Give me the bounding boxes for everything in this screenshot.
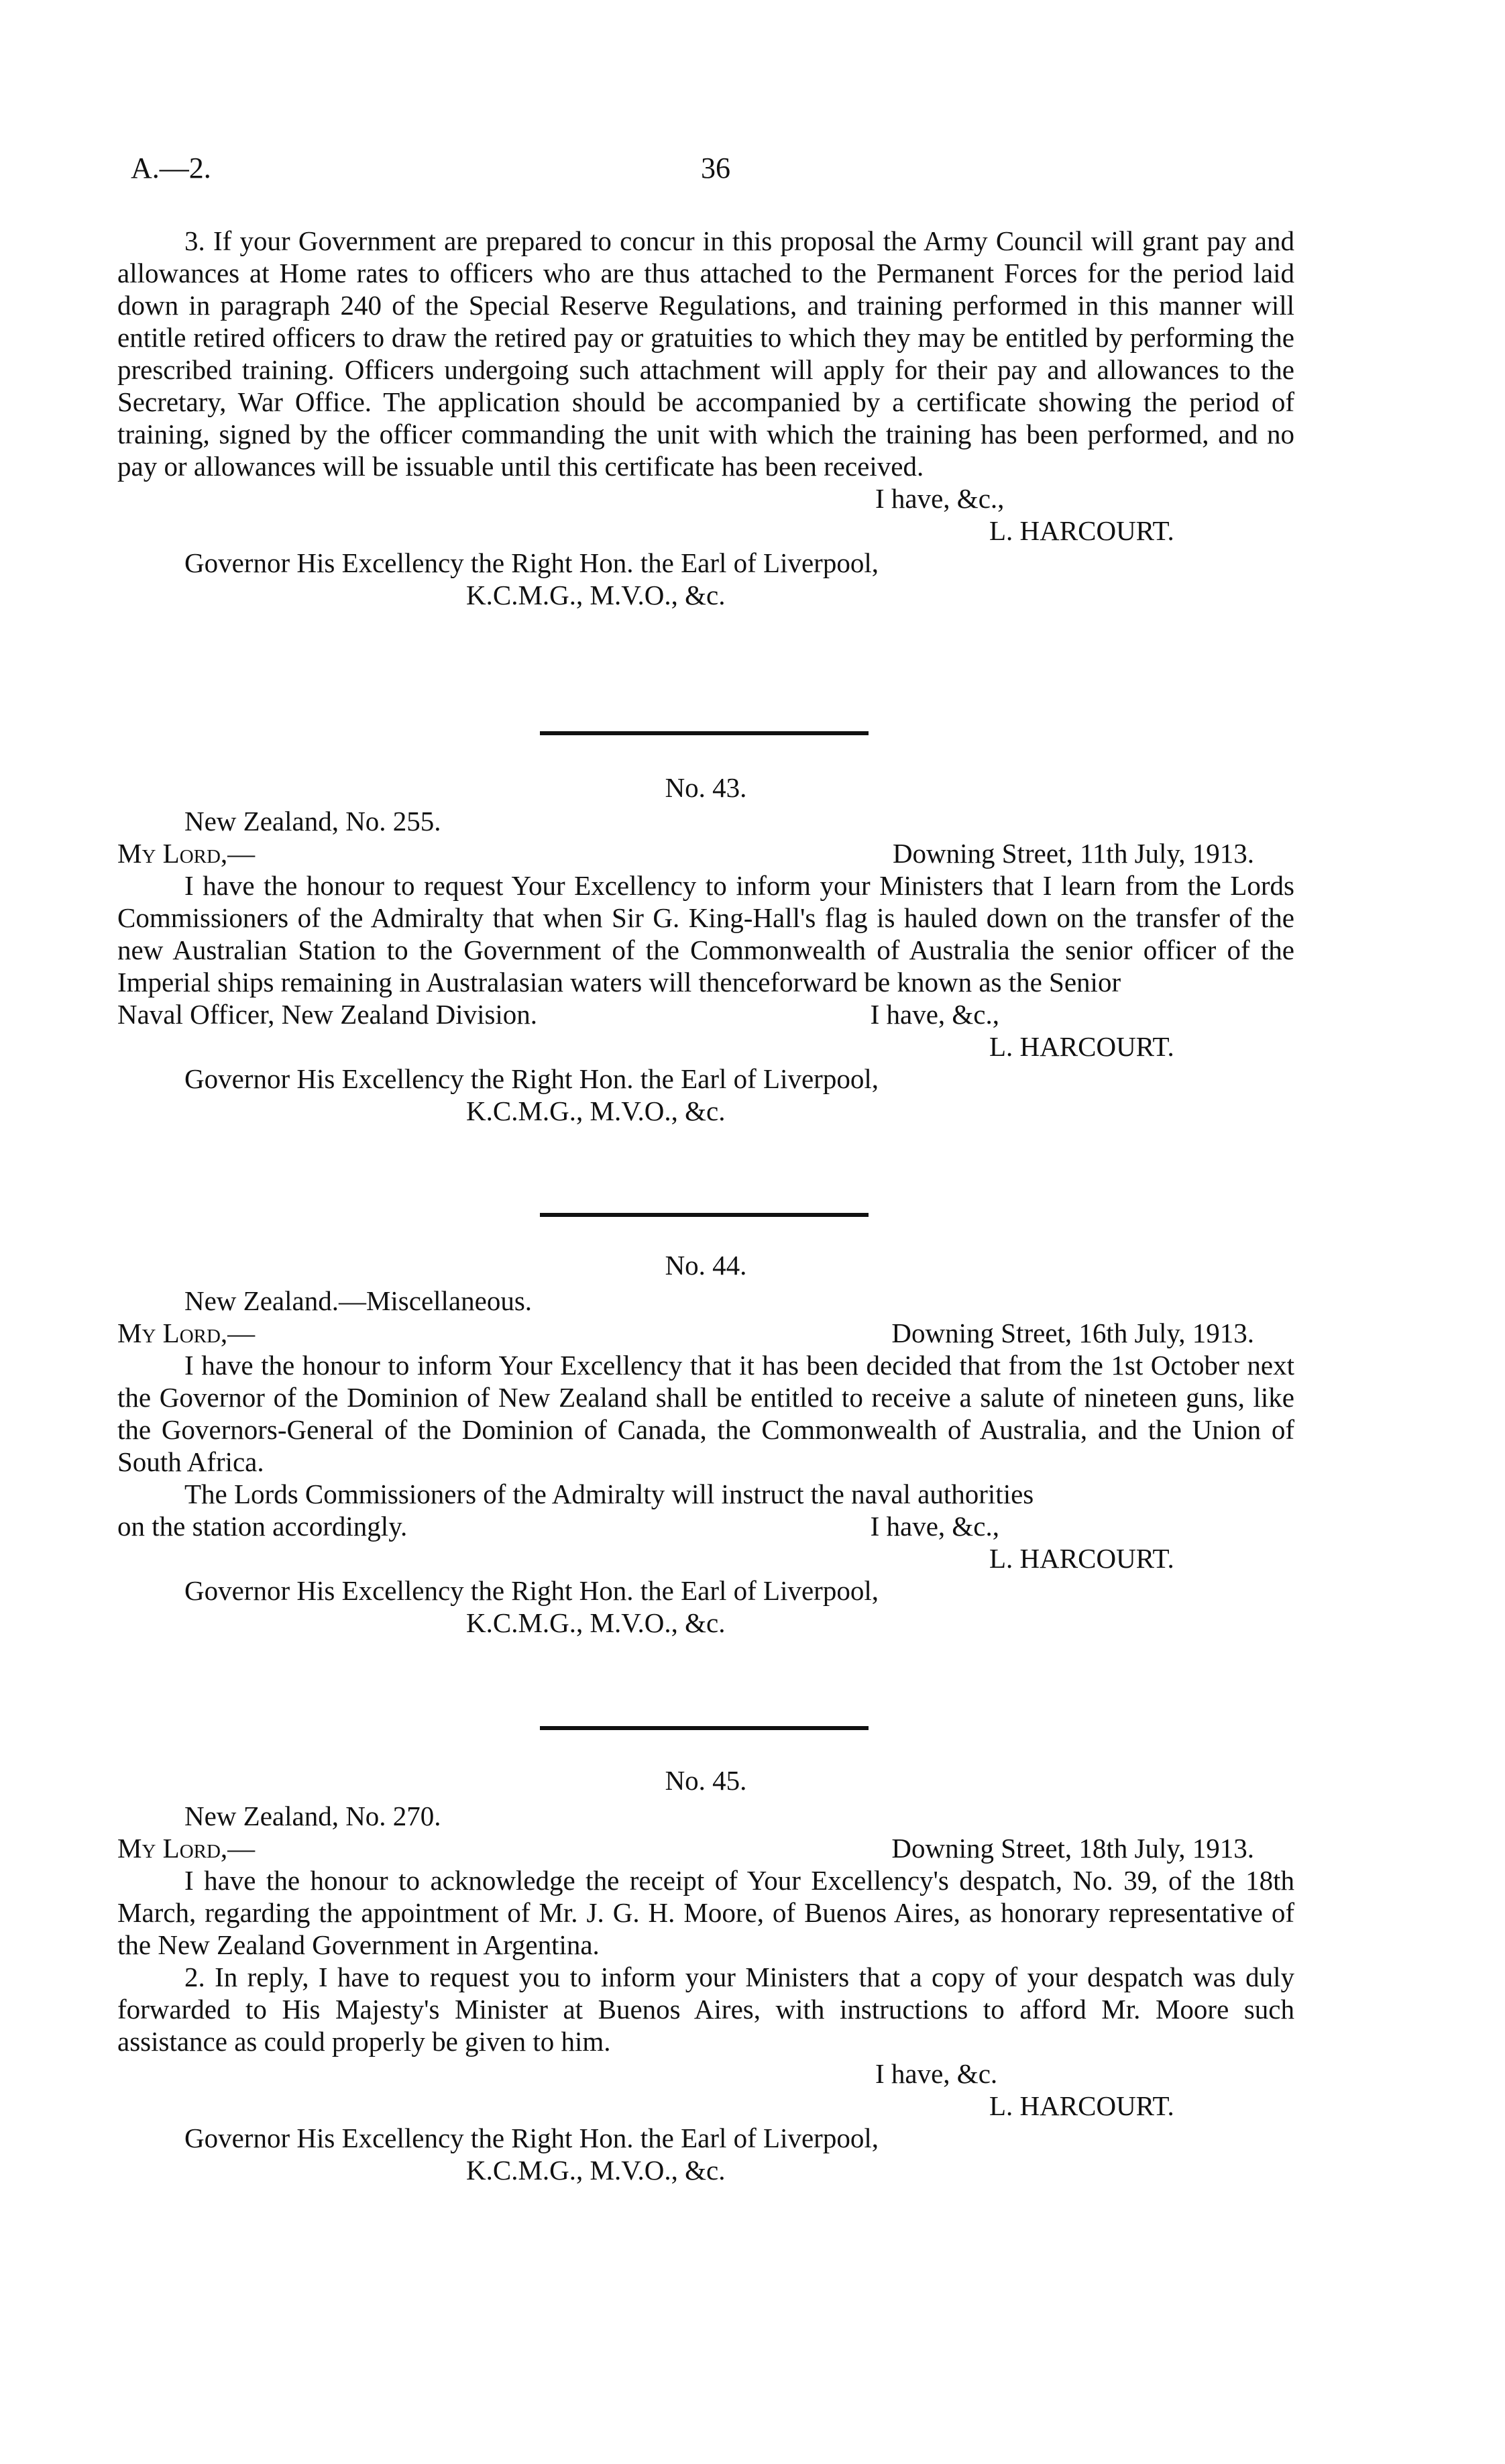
page-header	[117, 151, 1294, 191]
despatch-42-continuation	[117, 225, 1294, 611]
salutation-line	[117, 1832, 1294, 1864]
addressee-honours: K.C.M.G., M.V.O., &c.	[466, 1607, 726, 1638]
closing-i-have: I have, &c.,	[875, 483, 1005, 514]
despatch-45	[117, 1800, 1294, 2186]
salutation-line	[117, 1317, 1294, 1349]
body-last-line: Naval Officer, New Zealand Division.	[117, 999, 538, 1030]
despatch-body: I have the honour to inform Your Excellency that it has been decided that from the 1st October next the Governor of the Dominion of New Zealand shall be entitled to receive a salute of nineteen guns, like the Governors-General of the Dominion of Canada, the Commonwealth of Australia, and the Union of South Africa.	[117, 1350, 1294, 1477]
despatch-number-44: No. 44.	[665, 1250, 747, 1281]
paragraph-3: 3. If your Government are prepared to concur in this proposal the Army Council will grant pay and allowances at Home rates to officers who are thus attached to the Permanent Forces for the period laid down in paragraph 240 of the Special Reserve Regulations, and training performed in this manner will entitle retired officers to draw the retired pay or gratuities to which they may be entitled by performing the prescribed training. Officers undergoing such attachment will apply for their pay and allowances to the Secretary, War Office. The application should be accompanied by a certificate showing the period of training, signed by the officer commanding the unit with which the training has been performed, and no pay or allowances will be issuable until this certificate has been received.	[117, 225, 1294, 482]
closing-i-have: I have, &c.,	[870, 1511, 999, 1542]
despatch-address: New Zealand, No. 255.	[184, 806, 441, 837]
section-divider	[540, 1213, 869, 1217]
signature: L. HARCOURT.	[989, 1543, 1174, 1574]
addressee-honours: K.C.M.G., M.V.O., &c.	[466, 1095, 726, 1126]
closing-line	[117, 998, 1294, 1030]
signature: L. HARCOURT.	[989, 515, 1174, 546]
signature: L. HARCOURT.	[989, 1031, 1174, 1062]
despatch-body: I have the honour to request Your Excellency to inform your Ministers that I learn from the Lords Commissioners of the Admiralty that when Sir G. King-Hall's flag is hauled down on the transfer of the new Australian Station to the Government of the Commonwealth of Australia the senior officer of the Imperial ships remaining in Australasian waters will thenceforward be known as the Senior	[117, 870, 1294, 998]
addressee: Governor His Excellency the Right Hon. the Earl of Liverpool,	[184, 2123, 879, 2153]
closing-i-have: I have, &c.	[875, 2058, 998, 2089]
page-number: 36	[701, 152, 730, 184]
salutation: My Lord,—	[117, 1833, 256, 1864]
addressee: Governor His Excellency the Right Hon. the Earl of Liverpool,	[184, 1575, 879, 1606]
despatch-number-45: No. 45.	[665, 1765, 747, 1796]
closing-i-have: I have, &c.,	[870, 999, 999, 1030]
despatch-date: Downing Street, 16th July, 1913.	[891, 1318, 1254, 1348]
despatch-body: I have the honour to acknowledge the receipt of Your Excellency's despatch, No. 39, of the 18th March, regarding the appointment of Mr. J. G. H. Moore, of Buenos Aires, as honorary representative of the New Zealand Government in Argentina.	[117, 1865, 1294, 1960]
section-divider	[540, 731, 869, 735]
closing-line	[117, 1510, 1294, 1542]
despatch-44	[117, 1285, 1294, 1639]
salutation: My Lord,—	[117, 1318, 256, 1348]
body-last-line: on the station accordingly.	[117, 1511, 408, 1542]
document-page	[117, 0, 1294, 2464]
addressee: Governor His Excellency the Right Hon. the Earl of Liverpool,	[184, 1063, 879, 1094]
salutation-line	[117, 837, 1294, 869]
addressee-honours: K.C.M.G., M.V.O., &c.	[466, 2155, 726, 2186]
despatch-43	[117, 805, 1294, 1127]
despatch-date: Downing Street, 18th July, 1913.	[891, 1833, 1254, 1864]
despatch-body-2: 2. In reply, I have to request you to inform your Ministers that a copy of your despatch was duly forwarded to His Majesty's Minister at Buenos Aires, with instructions to afford Mr. Moore such assistance as could properly be given to him.	[117, 1962, 1294, 2057]
salutation: My Lord,—	[117, 838, 256, 869]
addressee-honours: K.C.M.G., M.V.O., &c.	[466, 580, 726, 610]
document-reference: A.—2.	[131, 152, 211, 184]
despatch-address: New Zealand.—Miscellaneous.	[184, 1285, 533, 1316]
section-divider	[540, 1726, 869, 1730]
despatch-date: Downing Street, 11th July, 1913.	[892, 838, 1254, 869]
signature: L. HARCOURT.	[989, 2090, 1174, 2121]
despatch-number-43: No. 43.	[665, 772, 747, 803]
addressee: Governor His Excellency the Right Hon. the Earl of Liverpool,	[184, 547, 879, 578]
despatch-body-2: The Lords Commissioners of the Admiralty will instruct the naval authorities	[184, 1479, 1034, 1509]
despatch-address: New Zealand, No. 270.	[184, 1801, 441, 1831]
